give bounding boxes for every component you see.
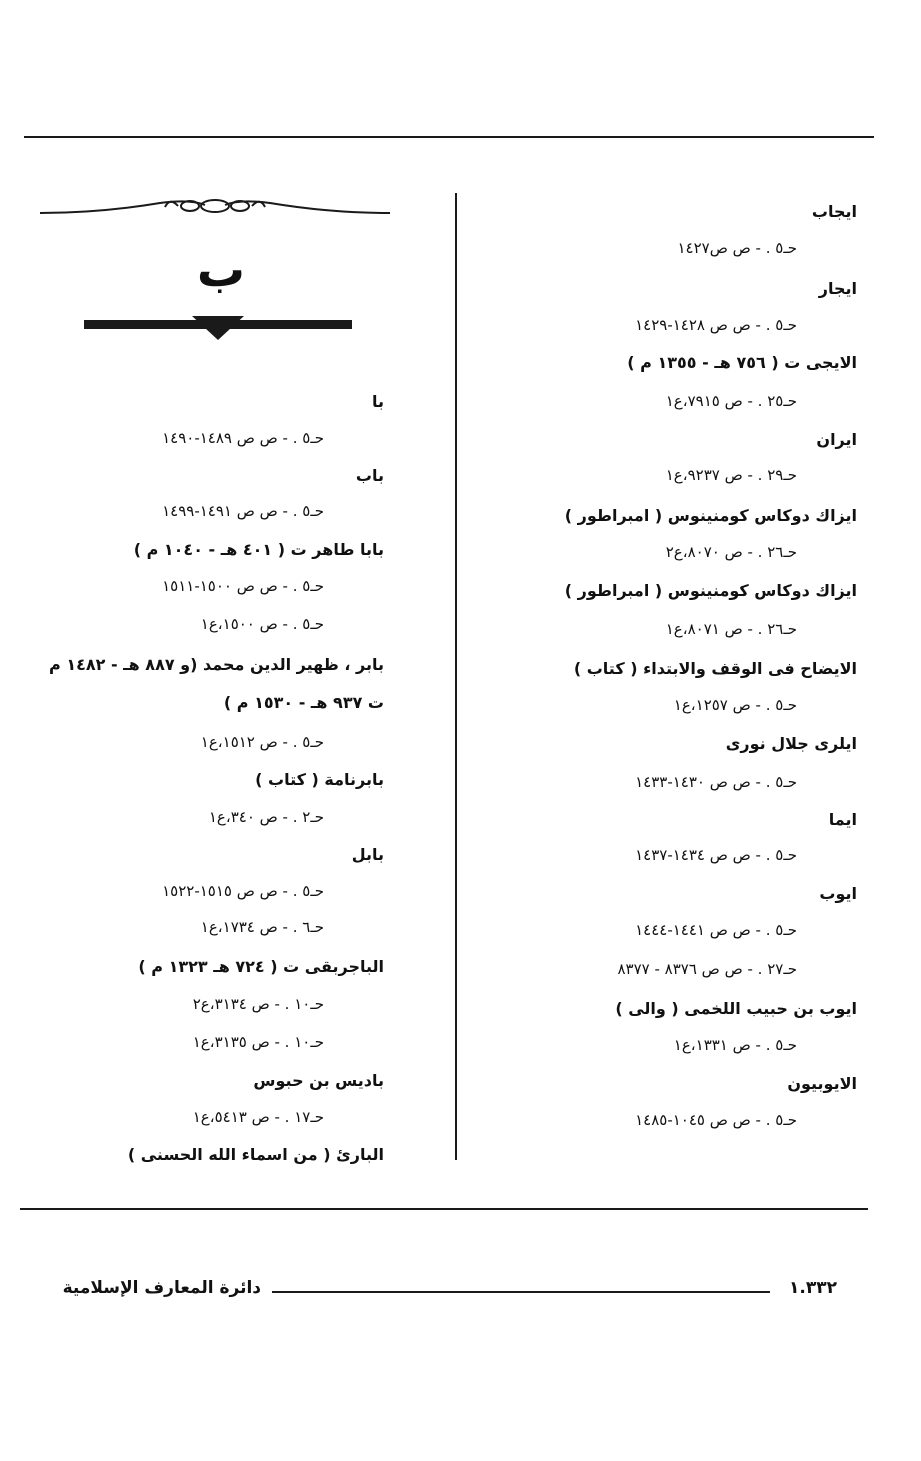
entry-reference: حـ٥ . - ص ص ١٠٤٥-١٤٨٥ (635, 1111, 797, 1129)
entry-reference: حـ١٠ . - ص ٣١٣٥،ع١ (192, 1033, 324, 1051)
entry-heading: الايجى ت ( ٧٥٦ هـ - ١٣٥٥ م ) (627, 353, 857, 372)
footer-rule (272, 1291, 770, 1293)
entry-heading: البارئ ( من اسماء الله الحسنى ) (127, 1145, 384, 1164)
entry-reference: حـ٢٩ . - ص ٩٢٣٧،ع١ (665, 466, 797, 484)
entry-reference: حـ٥ . - ص ص ١٥٠٠-١٥١١ (162, 577, 324, 595)
entry-reference: حـ٢٥ . - ص ٧٩١٥،ع١ (665, 392, 797, 410)
bottom-rule (20, 1208, 868, 1210)
entry-reference: حـ١٧ . - ص ٥٤١٣،ع١ (192, 1108, 324, 1126)
entry-heading: بابر ، ظهير الدين محمد (و ٨٨٧ هـ - ١٤٨٢ م (49, 655, 384, 674)
entry-reference: حـ٦ . - ص ١٧٣٤،ع١ (200, 918, 324, 936)
entry-heading: ايجار (818, 279, 857, 298)
entry-heading: بابرنامة ( كتاب ) (255, 770, 384, 789)
entry-reference: حـ٥ . - ص ١٣٣١،ع١ (673, 1036, 797, 1054)
entry-reference: حـ١٠ . - ص ٣١٣٤،ع٢ (192, 995, 324, 1013)
entry-reference: حـ٥ . - ص ١٥١٢،ع١ (200, 733, 324, 751)
entry-reference: حـ٥ . - ص ١٥٠٠،ع١ (200, 615, 324, 633)
entry-heading: ايران (816, 430, 857, 449)
entry-reference: حـ٢ . - ص ٣٤٠،ع١ (208, 808, 324, 826)
ornament-flourish (40, 193, 390, 221)
footer-title: دائرة المعارف الإسلامية (62, 1278, 261, 1298)
entry-reference: حـ٥ . - ص ص ١٤٣٤-١٤٣٧ (635, 846, 797, 864)
entry-heading: باديس بن حبوس (253, 1071, 384, 1090)
entry-heading: الباجربقى ت ( ٧٢٤ هـ ١٣٢٣ م ) (138, 957, 384, 976)
entry-reference: حـ٥ . - ص ١٢٥٧،ع١ (673, 696, 797, 714)
entry-heading: الايضاح فى الوقف والابتداء ( كتاب ) (573, 659, 857, 678)
entry-heading: ايزاك دوكاس كومنينوس ( امبراطور ) (564, 581, 857, 600)
entry-heading: ايجاب (811, 202, 857, 221)
entry-heading: الايوبيون (787, 1074, 857, 1093)
entry-reference: حـ٥ . - ص ص١٤٢٧ (677, 239, 797, 257)
entry-heading: ايلرى جلال نورى (725, 734, 857, 753)
top-rule (24, 136, 874, 138)
entry-heading: ايوب بن حبيب اللخمى ( والى ) (615, 999, 857, 1018)
entry-heading: ت ٩٣٧ هـ - ١٥٣٠ م ) (223, 693, 384, 712)
entry-reference: حـ٢٦ . - ص ٨٠٧٠،ع٢ (665, 543, 797, 561)
entry-reference: حـ٥ . - ص ص ١٤٢٨-١٤٢٩ (635, 316, 797, 334)
entry-heading: ايما (828, 810, 857, 829)
section-bar-ornament (84, 314, 352, 344)
entry-reference: حـ٥ . - ص ص ١٤٩١-١٤٩٩ (162, 502, 324, 520)
entry-reference: حـ٥ . - ص ص ١٤٤١-١٤٤٤ (635, 921, 797, 939)
column-divider (455, 193, 457, 1160)
entry-heading: با (371, 392, 384, 411)
entry-heading: بابا طاهر ت ( ٤٠١ هـ - ١٠٤٠ م ) (133, 540, 384, 559)
entry-reference: حـ٢٦ . - ص ٨٠٧١،ع١ (665, 620, 797, 638)
section-letter: ب (196, 242, 246, 298)
entry-reference: حـ٢٧ . - ص ص ٨٣٧٦ - ٨٣٧٧ (617, 960, 797, 978)
footer-page-number: ١.٣٣٢ (789, 1278, 837, 1298)
entry-heading: ايزاك دوكاس كومنينوس ( امبراطور ) (564, 506, 857, 525)
entry-reference: حـ٥ . - ص ص ١٤٨٩-١٤٩٠ (162, 429, 324, 447)
entry-heading: باب (355, 466, 384, 485)
entry-heading: بابل (351, 845, 384, 864)
entry-reference: حـ٥ . - ص ص ١٤٣٠-١٤٣٣ (635, 773, 797, 791)
entry-heading: ايوب (819, 884, 857, 903)
entry-reference: حـ٥ . - ص ص ١٥١٥-١٥٢٢ (162, 882, 324, 900)
